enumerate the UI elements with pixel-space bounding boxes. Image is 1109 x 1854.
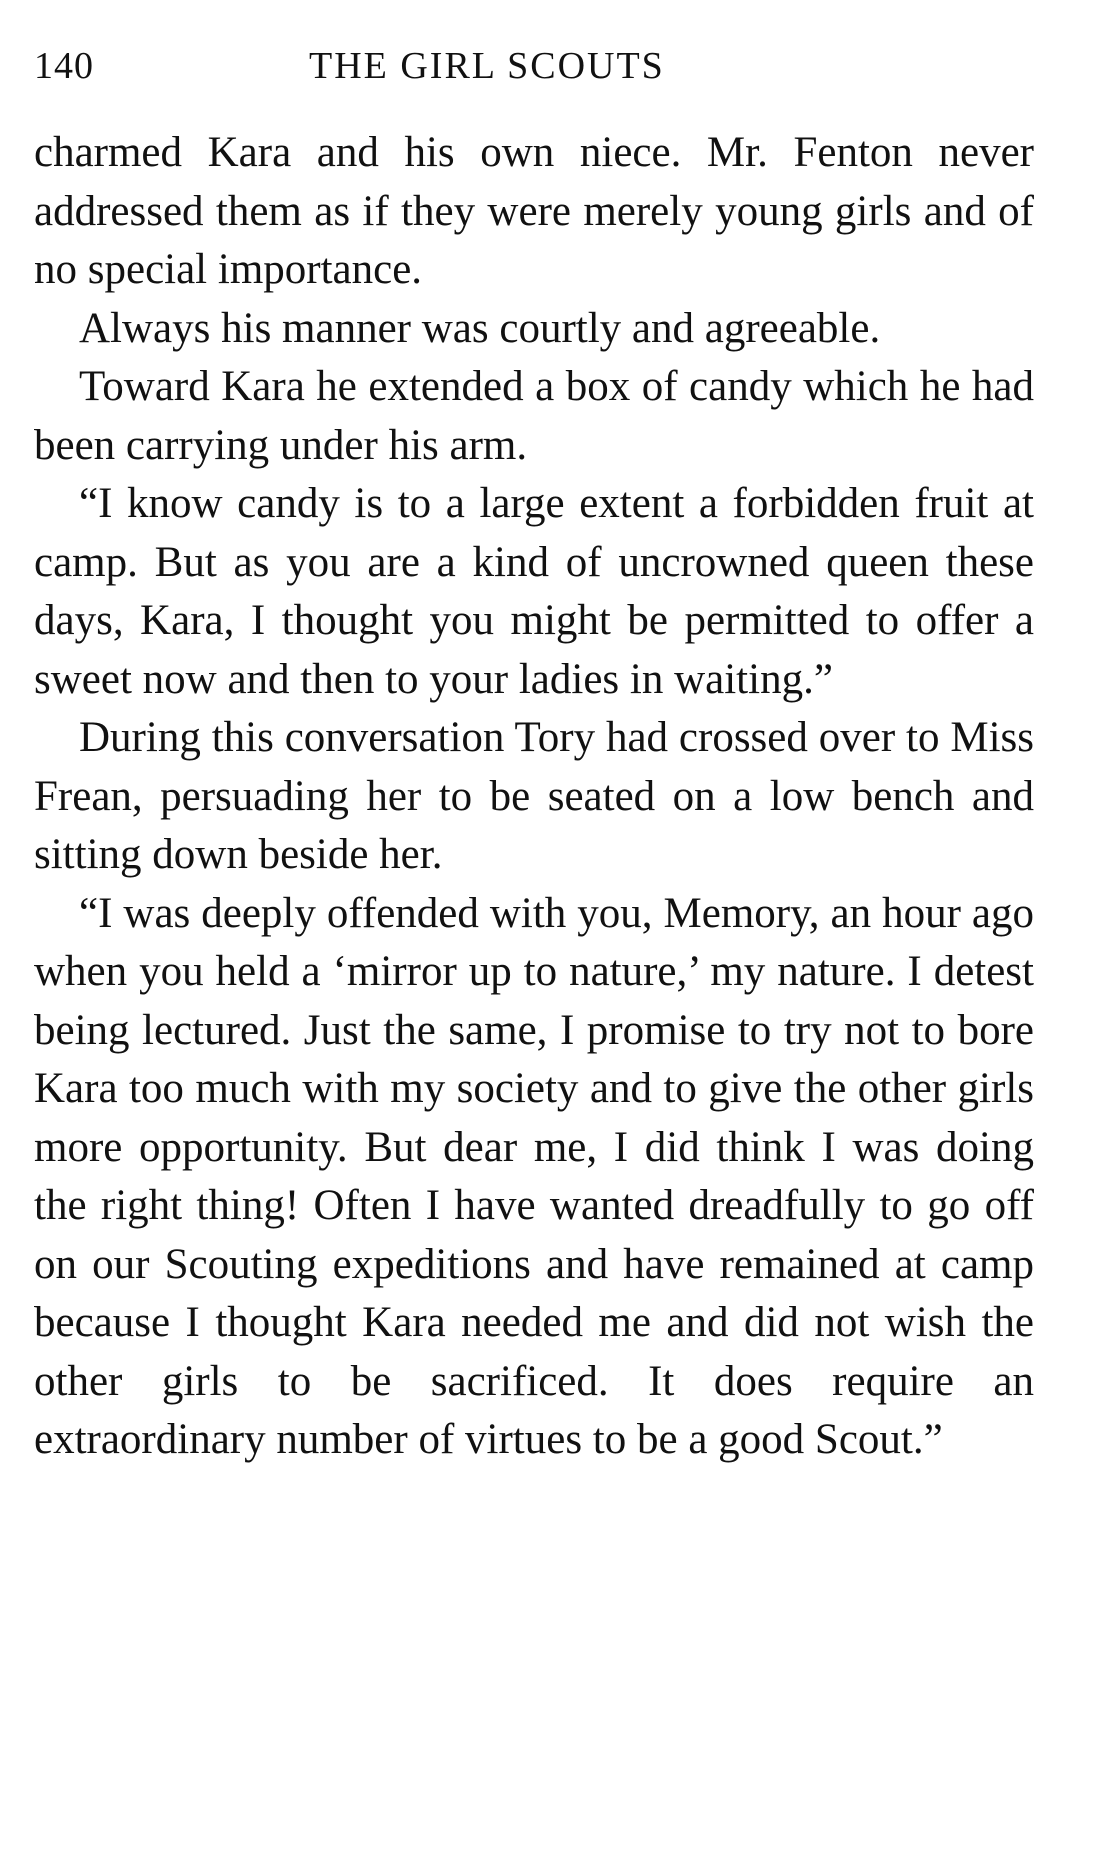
paragraph: During this conversation Tory had crossed over to Miss Frean, persuading her to be seated on a low bench and sitting down beside her.: [34, 714, 1034, 878]
body-text: [34, 124, 1034, 1470]
page-number: 140: [34, 45, 94, 87]
paragraph: Toward Kara he extended a box of candy which he had been carrying under his arm.: [34, 363, 1034, 469]
running-title: THE GIRL SCOUTS: [309, 45, 665, 87]
paragraph: Always his manner was courtly and agreeable.: [79, 304, 881, 352]
paragraph: charmed Kara and his own niece. Mr. Fenton never addressed them as if they were merely young girls and of no special importance.: [34, 129, 1034, 293]
book-page: [34, 36, 1034, 1470]
paragraph: “I was deeply offended with you, Memory, an hour ago when you held a ‘mirror up to nature,’ my nature. I detest being lectured. Just the same, I promise to try not to bore Kara too much with my society and to give the other girls more opportunity. But dear me, I did think I was doing the right thing! Often I have wanted dreadfully to go off on our Scouting expeditions and have remained at camp because I thought Kara needed me and did not wish the other girls to be sacrificed. It does require an extraordinary number of virtues to be a good Scout.”: [34, 889, 1034, 1463]
running-head: [34, 36, 1034, 96]
paragraph: “I know candy is to a large extent a forbidden fruit at camp. But as you are a kind of uncrowned queen these days, Kara, I thought you might be permitted to offer a sweet now and then to your ladies in waiting.”: [34, 480, 1034, 703]
